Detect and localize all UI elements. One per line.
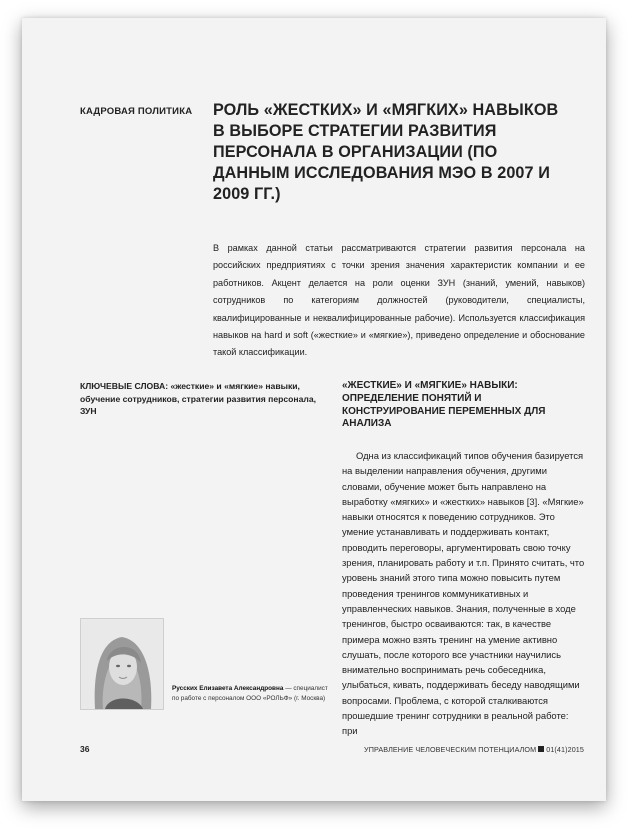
author-photo <box>80 618 164 710</box>
author-role: — специалист по работе с персоналом ООО «РОЛЬФ» (г. Москва) <box>172 685 328 702</box>
page-number: 36 <box>80 744 90 754</box>
author-portrait-image <box>81 619 163 709</box>
journal-issue: 01(41)2015 <box>546 745 584 754</box>
author-name: Русских Елизавета Александровна <box>172 685 284 692</box>
magazine-page <box>22 18 606 801</box>
article-title: РОЛЬ «ЖЕСТКИХ» И «МЯГКИХ» НАВЫКОВ В ВЫБОРЕ СТРАТЕГИИ РАЗВИТИЯ ПЕРСОНАЛА В ОРГАНИЗАЦИИ (ПО ДАННЫМ ИССЛЕДОВАНИЯ МЭО В 2007 И 2009 ГГ.) <box>213 101 559 203</box>
journal-name: УПРАВЛЕНИЕ ЧЕЛОВЕЧЕСКИМ ПОТЕНЦИАЛОМ <box>364 745 537 754</box>
author-info <box>172 684 332 703</box>
journal-footer <box>364 745 584 754</box>
article-abstract: В рамках данной статьи рассматриваются стратегии развития персонала на российских предприятиях с точки зрения значения характеристик компании и ее работников. Акцент делается на роли оценки ЗУН (знаний, умений, навыков) сотрудников по категориям должностей (руководители, специалисты, квалифицированные и неквалифицированные рабочие). Используется классификация навыков на hard и soft («жесткие» и «мягкие»), приведено определение и обоснование такой классификации. <box>213 243 585 358</box>
body-paragraph <box>342 448 585 739</box>
section-heading: «ЖЕСТКИЕ» И «МЯГКИЕ» НАВЫКИ: ОПРЕДЕЛЕНИЕ ПОНЯТИЙ И КОНСТРУИРОВАНИЕ ПЕРЕМЕННЫХ ДЛЯ АНАЛИЗА <box>342 380 546 430</box>
keywords-label: КЛЮЧЕВЫЕ СЛОВА: <box>80 381 169 391</box>
body-text: Одна из классификаций типов обучения базируется на выделении направления обучения, другими словами, обучение может быть направлено на выработку «мягких» и «жестких» навыков [3]. «Мягкие» навыки относятся к поведению сотрудников. Это умение устанавливать и поддерживать контакт, проводить переговоры, аргументировать свою точку зрения, планировать работу и т.п. Принято считать, что уровень знаний этого типа можно повысить путем проведения тренингов коммуникативных и управленческих навыков. Знания, полученные в ходе тренингов, быстро осваиваются: так, в качестве примера можно взять тренинг на умение активно слушать, после которого все участники научились внимательно воспринимать речь собеседника, улыбаться, кивать, поддерживать беседу наводящими вопросами. Проблема, с которой сталкиваются прошедшие тренинг сотрудники в реальной работе: при <box>342 450 585 737</box>
section-label: КАДРОВАЯ ПОЛИТИКА <box>80 106 193 117</box>
keywords-text: «жесткие» и «мягкие» навыки, обучение сотрудников, стратегии развития персонала, ЗУН <box>80 381 317 416</box>
keywords <box>80 380 325 418</box>
square-bullet-icon <box>538 746 544 752</box>
